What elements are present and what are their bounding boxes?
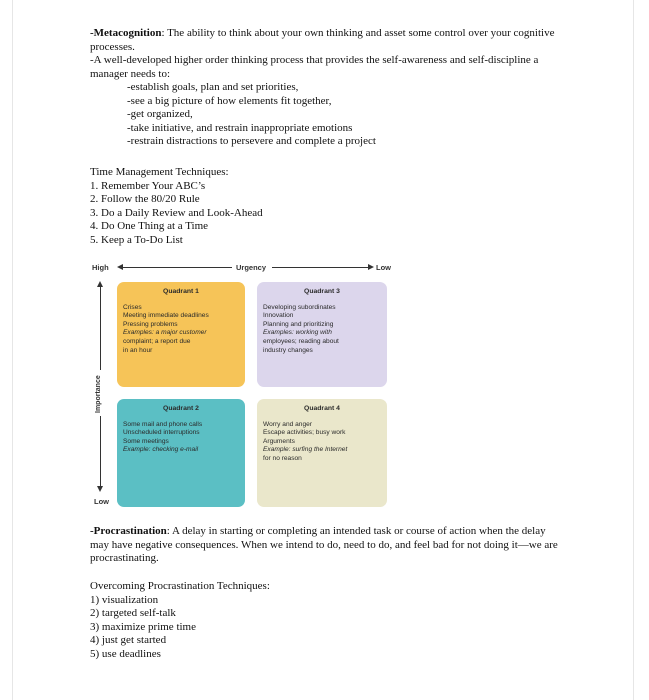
urgency-low-label: Low xyxy=(376,263,391,272)
quadrant-line: Unscheduled interruptions xyxy=(123,429,200,437)
quadrant-line: Some mail and phone calls xyxy=(123,420,203,428)
metacognition-definition xyxy=(90,27,560,54)
urgency-axis-right xyxy=(272,267,369,268)
overcoming-section xyxy=(90,580,270,661)
list-item: -restrain distractions to persevere and complete a project xyxy=(127,135,376,147)
quadrant-line: Some meetings xyxy=(123,437,169,445)
quadrant-line: Escape activities; busy work xyxy=(263,429,346,437)
list-item: 5. Keep a To-Do List xyxy=(90,233,183,246)
list-item: -get organized, xyxy=(127,108,193,120)
list-item: 5) use deadlines xyxy=(90,647,161,660)
quadrant-line: for no reason xyxy=(263,454,302,462)
list-item: 2. Follow the 80/20 Rule xyxy=(90,193,200,205)
quadrant-1 xyxy=(117,282,245,387)
list-item: 4. Do One Thing at a Time xyxy=(90,220,209,232)
quadrant-title: Quadrant 3 xyxy=(304,288,340,295)
metacognition-term: -Metacognition xyxy=(90,27,162,39)
importance-axis-bottom xyxy=(100,416,101,486)
time-management-heading: Time Management Techniques: xyxy=(90,166,229,178)
quadrant-line: employees; reading about xyxy=(263,337,339,345)
procrastination-term: -Procrastination xyxy=(90,525,167,537)
quadrant-line: Planning and prioritizing xyxy=(263,320,334,328)
arrow-down-icon xyxy=(97,486,103,492)
quadrant-line: Examples: working with xyxy=(263,329,332,337)
urgency-high-label: High xyxy=(92,263,109,272)
quadrant-line: Example: surfing the Internet xyxy=(263,446,348,454)
importance-axis-top xyxy=(100,287,101,370)
page-edge-left xyxy=(12,0,13,700)
quadrant-2 xyxy=(117,399,245,507)
procrastination-definition-text: : A delay in starting or completing an intended task or course of action when the delay may have negative consequences. When we intend to do, need to do, and feel bad for not doing it—we are procrastinating. xyxy=(90,525,558,564)
overcoming-heading: Overcoming Procrastination Techniques: xyxy=(90,580,270,592)
urgency-label: Urgency xyxy=(236,263,267,272)
quadrant-title: Quadrant 2 xyxy=(163,405,199,412)
time-management-section xyxy=(90,166,263,247)
quadrant-line: industry changes xyxy=(263,346,313,354)
quadrant-4 xyxy=(257,399,387,507)
procrastination-section xyxy=(90,525,560,566)
quadrant-line: in an hour xyxy=(123,346,153,354)
page-edge-right xyxy=(633,0,634,700)
quadrant-line: Developing subordinates xyxy=(263,303,336,311)
list-item: 3) maximize prime time xyxy=(90,620,196,633)
quadrant-line: Examples: a major customer xyxy=(123,329,207,337)
procrastination-definition xyxy=(90,525,560,566)
list-item: -see a big picture of how elements fit together, xyxy=(127,94,332,107)
metacognition-bullets xyxy=(127,81,560,149)
metacognition-definition-text: : The ability to think about your own thinking and asset some control over your cognitive processes. xyxy=(90,27,555,53)
quadrant-line: Pressing problems xyxy=(123,320,178,328)
quadrant-line: Meeting immediate deadlines xyxy=(123,312,209,320)
urgency-axis-left xyxy=(122,267,232,268)
quadrant-line: Arguments xyxy=(263,437,295,445)
list-item: 1. Remember Your ABC’s xyxy=(90,179,206,192)
list-item: -establish goals, plan and set priorities, xyxy=(127,81,299,93)
quadrant-line: Example: checking e-mail xyxy=(123,446,199,454)
list-item: 1) visualization xyxy=(90,593,159,606)
list-item: 2) targeted self-talk xyxy=(90,607,176,619)
quadrant-line: Innovation xyxy=(263,312,294,320)
list-item: 3. Do a Daily Review and Look-Ahead xyxy=(90,206,263,219)
importance-low-label: Low xyxy=(94,497,109,506)
metacognition-section xyxy=(90,27,560,149)
quadrant-line: Worry and anger xyxy=(263,420,312,428)
metacognition-description: -A well-developed higher order thinking process that provides the self-awareness and self-discipline a manager needs to: xyxy=(90,54,539,80)
quadrant-title: Quadrant 1 xyxy=(163,288,199,295)
arrow-right-icon xyxy=(368,264,374,270)
quadrant-3 xyxy=(257,282,387,387)
list-item: -take initiative, and restrain inappropriate emotions xyxy=(127,121,353,134)
quadrant-title: Quadrant 4 xyxy=(304,405,340,412)
quadrant-line: Crises xyxy=(123,303,142,311)
importance-label: Importance xyxy=(95,375,102,413)
list-item: 4) just get started xyxy=(90,634,167,646)
quadrant-line: complaint; a report due xyxy=(123,337,191,345)
